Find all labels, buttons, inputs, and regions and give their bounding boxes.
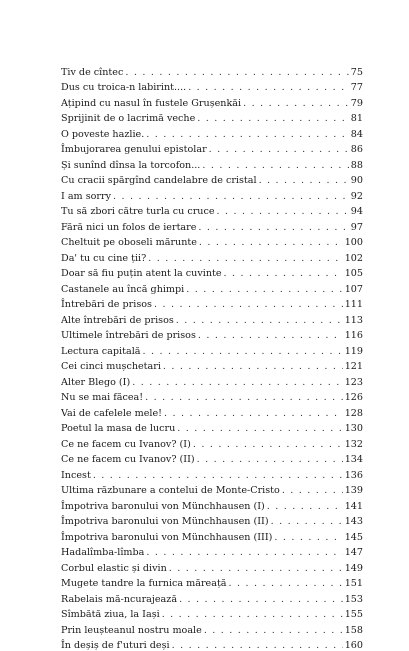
toc-entry-page-number: 160 [343,640,363,651]
toc-entry [61,186,363,202]
toc-entry [61,465,363,481]
toc-entry-page-number: 155 [343,609,363,620]
toc-entry-page-number: 94 [349,206,363,217]
toc-dot-leader [164,408,343,419]
toc-dot-leader [193,439,343,450]
toc-entry [61,496,363,512]
toc-entry-title: Prin leușteanul nostru moale [61,625,204,636]
toc-dot-leader [145,392,343,403]
toc-entry [61,388,363,404]
toc-entry [61,341,363,357]
toc-entry-page-number: 97 [349,222,363,233]
toc-entry-page-number: 130 [343,423,363,434]
toc-entry [61,512,363,528]
toc-entry-title: Poetul la masa de lucru [61,423,177,434]
toc-entry-page-number: 90 [349,175,363,186]
toc-entry [61,171,363,187]
toc-entry-page-number: 123 [343,377,363,388]
toc-entry-title: Fără nici un folos de iertare [61,222,198,233]
toc-entry-title: Hadalîmba-lîmba [61,547,146,558]
toc-dot-leader [274,532,342,543]
toc-entry-page-number: 81 [349,113,363,124]
toc-entry-page-number: 75 [349,67,363,78]
toc-entry-page-number: 145 [343,532,363,543]
toc-entry-page-number: 111 [343,299,363,310]
toc-entry-title: Da' tu cu cine ții? [61,253,148,264]
toc-dot-leader [172,640,343,651]
toc-entry-title: Tu să zbori către turla cu cruce [61,206,217,217]
toc-entry-title: I am sorry [61,191,113,202]
toc-entry-title: Corbul elastic și divin [61,563,169,574]
toc-entry-page-number: 126 [343,392,363,403]
toc-entry [61,636,363,651]
toc-entry [61,248,363,264]
toc-entry [61,62,363,78]
toc-entry [61,78,363,94]
toc-entry [61,140,363,156]
toc-dot-leader [154,299,343,310]
toc-entry-page-number: 77 [349,82,363,93]
toc-dot-leader [282,485,343,496]
toc-entry [61,403,363,419]
toc-entry-title: Împotriva baronului von Münchhausen (II) [61,516,271,527]
toc-dot-leader [169,563,343,574]
toc-entry-page-number: 113 [343,315,363,326]
toc-entry-title: Lectura capitală [61,346,142,357]
toc-entry-title: În deșiș de f'uturi deși [61,640,172,651]
toc-entry-page-number: 128 [343,408,363,419]
toc-entry-page-number: 134 [343,454,363,465]
toc-entry-title: Împotriva baronului von Münchhausen (III) [61,532,274,543]
toc-entry-page-number: 151 [343,578,363,589]
toc-dot-leader [259,175,349,186]
toc-dot-leader [142,346,342,357]
toc-entry-page-number: 116 [343,330,363,341]
toc-entry [61,310,363,326]
toc-entry [61,124,363,140]
toc-entry [61,620,363,636]
toc-entry-page-number: 121 [343,361,363,372]
toc-dot-leader [176,315,343,326]
toc-entry-page-number: 105 [343,268,363,279]
toc-entry [61,155,363,171]
toc-dot-leader [186,284,342,295]
toc-dot-leader [271,516,343,527]
toc-entry-title: Și sunînd dînsa la torcofon... [61,160,202,171]
toc-dot-leader [229,578,343,589]
toc-dot-leader [198,330,343,341]
toc-entry-page-number: 136 [343,470,363,481]
toc-entry-page-number: 107 [343,284,363,295]
toc-entry-title: Alte întrebări de prisos [61,315,176,326]
toc-entry-page-number: 88 [349,160,363,171]
toc-entry-page-number: 102 [343,253,363,264]
toc-entry [61,109,363,125]
toc-entry-page-number: 86 [349,144,363,155]
toc-dot-leader [179,594,343,605]
toc-entry [61,372,363,388]
toc-entry [61,295,363,311]
toc-entry [61,605,363,621]
toc-dot-leader [243,98,349,109]
toc-entry-page-number: 84 [349,129,363,140]
toc-dot-leader [162,609,343,620]
toc-entry-page-number: 149 [343,563,363,574]
toc-entry-title: Cei cinci mușchetari [61,361,163,372]
toc-entry-title: Alter Blego (I) [61,377,132,388]
toc-entry-page-number: 153 [343,594,363,605]
toc-entry [61,233,363,249]
toc-entry [61,434,363,450]
toc-dot-leader [132,377,342,388]
toc-dot-leader [163,361,343,372]
toc-dot-leader [113,191,349,202]
toc-dot-leader [188,82,349,93]
toc-dot-leader [224,268,343,279]
toc-entry-page-number: 158 [343,625,363,636]
toc-entry-title: Cheltuit pe oboseli mărunte [61,237,199,248]
toc-dot-leader [197,113,349,124]
toc-entry-title: Ultimele întrebări de prisos [61,330,198,341]
toc-entry [61,558,363,574]
toc-entry-title: Îmbujorarea genului epistolar [61,144,209,155]
toc-entry-title: Ce ne facem cu Ivanov? (II) [61,454,197,465]
toc-entry-page-number: 139 [343,485,363,496]
toc-entry-page-number: 143 [343,516,363,527]
toc-entry [61,357,363,373]
toc-dot-leader [198,222,348,233]
toc-entry [61,202,363,218]
toc-entry-page-number: 92 [349,191,363,202]
toc-entry [61,574,363,590]
toc-entry-title: Sîmbătă ziua, la Iași [61,609,162,620]
toc-dot-leader [217,206,349,217]
toc-entry [61,264,363,280]
toc-dot-leader [148,253,342,264]
toc-entry-title: Vai de cafelele mele! [61,408,164,419]
toc-entry-title: Mugete tandre la furnica măreață [61,578,229,589]
toc-entry-page-number: 119 [343,346,363,357]
toc-entry-title: Împotriva baronului von Münchhausen (I) [61,501,267,512]
toc-dot-leader [199,237,343,248]
toc-entry-title: Întrebări de prisos [61,299,154,310]
toc-entry-title: Rabelais mă-ncurajează [61,594,179,605]
toc-dot-leader [177,423,342,434]
toc-dot-leader [197,454,343,465]
toc-dot-leader [204,625,343,636]
toc-entry-title: Ațipind cu nasul în fustele Grușenkăi [61,98,243,109]
toc-entry [61,419,363,435]
toc-entry-page-number: 100 [343,237,363,248]
toc-entry-page-number: 79 [349,98,363,109]
toc-entry-title: Dus cu troica-n labirint.... [61,82,188,93]
toc-entry-page-number: 132 [343,439,363,450]
toc-dot-leader [146,547,342,558]
toc-entry-title: Cu cracii spărgînd candelabre de cristal [61,175,259,186]
toc-dot-leader [93,470,343,481]
toc-dot-leader [267,501,343,512]
toc-entry [61,527,363,543]
toc-entry-title: Nu se mai făcea! [61,392,145,403]
table-of-contents [61,62,363,651]
toc-entry [61,543,363,559]
toc-entry [61,481,363,497]
toc-entry-title: Castanele au încă ghimpi [61,284,186,295]
toc-entry-title: Ultima răzbunare a contelui de Monte-Cristo [61,485,282,496]
toc-entry [61,326,363,342]
toc-entry-title: Incest [61,470,93,481]
toc-dot-leader [125,67,348,78]
toc-entry [61,217,363,233]
toc-entry-page-number: 147 [343,547,363,558]
toc-dot-leader [202,160,348,171]
toc-entry [61,279,363,295]
toc-entry-title: Sprijinit de o lacrimă veche [61,113,197,124]
toc-entry [61,450,363,466]
toc-entry-title: Ce ne facem cu Ivanov? (I) [61,439,193,450]
toc-entry-title: Doar să fiu puțin atent la cuvinte [61,268,224,279]
toc-entry-title: Tiv de cîntec [61,67,125,78]
toc-entry-title: O poveste hazlie. [61,129,146,140]
toc-dot-leader [209,144,349,155]
toc-entry [61,93,363,109]
toc-entry-page-number: 141 [343,501,363,512]
toc-dot-leader [146,129,349,140]
toc-entry [61,589,363,605]
